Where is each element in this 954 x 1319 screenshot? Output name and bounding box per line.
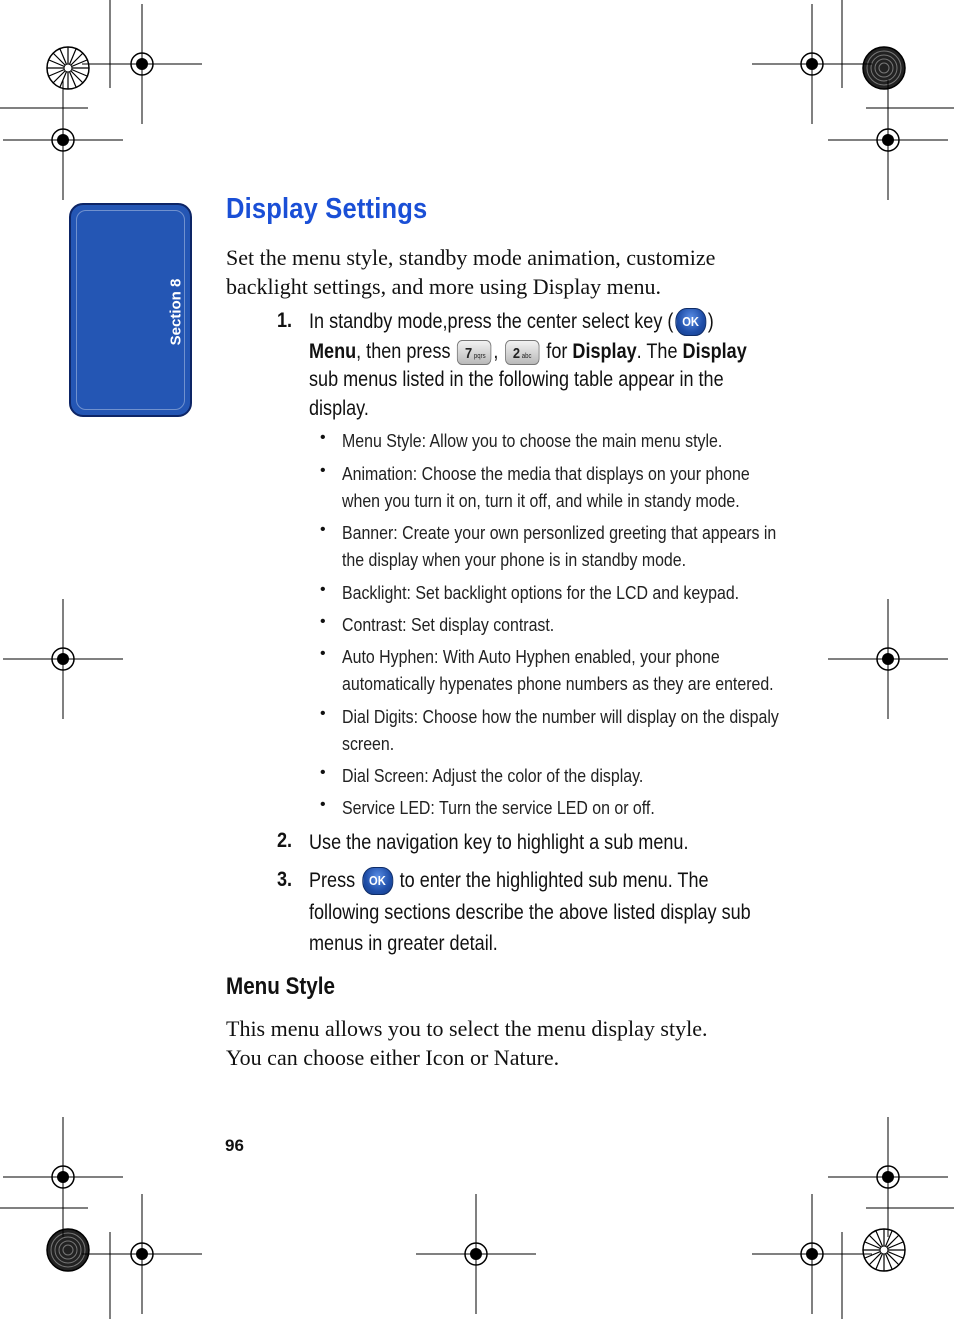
menu-style-line-1: This menu allows you to select the menu display style. [226, 1016, 708, 1041]
bullet-dot: • [320, 764, 326, 781]
key-7-icon [457, 340, 491, 365]
bullet-dot: • [320, 645, 326, 662]
menu-style-paragraph [226, 1014, 806, 1072]
step-1-comma: , [493, 340, 499, 363]
bullet-item-line: Auto Hyphen: With Auto Hyphen enabled, your phone [342, 646, 720, 667]
step-3-line-2: following sections describe the above listed display sub [309, 901, 751, 924]
bullet-item-line: Banner: Create your own personlized greeting that appears in [342, 522, 777, 543]
step-1-line-2 [309, 337, 747, 366]
step-1-text-b: ) [707, 310, 714, 333]
ok-key-icon: OK [362, 867, 393, 895]
key-7-letters: pqrs [473, 352, 486, 360]
step-1-line-1 [309, 307, 714, 336]
display-bold-2: Display [682, 340, 747, 363]
bullet-item-line: Animation: Choose the media that displays on your phone [342, 463, 750, 484]
intro-line-1: Set the menu style, standby mode animation, customize [226, 245, 716, 270]
step-3-line-3: menus in greater detail. [309, 932, 498, 955]
display-bold-1: Display [572, 340, 637, 363]
bullet-item-line: automatically hypenates phone numbers as they are entered. [342, 673, 774, 694]
key-2-letters: abc [521, 352, 532, 360]
bullet-dot: • [320, 581, 326, 598]
step-1-text-c: , then press [356, 340, 451, 363]
bullet-item-line: Menu Style: Allow you to choose the main menu style. [342, 430, 723, 451]
menu-style-line-2: You can choose either Icon or Nature. [226, 1045, 560, 1070]
bullet-dot: • [320, 796, 326, 813]
bullet-item-line: the display when your phone is in standby mode. [342, 549, 687, 570]
step-2-line-1: Use the navigation key to highlight a sub menu. [309, 831, 689, 854]
page-number: 96 [225, 1136, 244, 1155]
page-title: Display Settings [226, 193, 428, 225]
bullet-item-line: Dial Digits: Choose how the number will display on the dispaly [342, 706, 779, 727]
step-3-text-b: to enter the highlighted sub menu. The [399, 869, 709, 892]
bullet-dot: • [320, 705, 326, 722]
step-1-line-4: display. [309, 397, 369, 420]
bullet-dot: • [320, 429, 326, 446]
bullet-item-line: Contrast: Set display contrast. [342, 614, 555, 635]
bullet-item-line: screen. [342, 733, 395, 754]
menu-style-heading: Menu Style [226, 973, 335, 1000]
bullet-item-line: Service LED: Turn the service LED on or off. [342, 797, 655, 818]
step-1-text-a: In standby mode,press the center select key ( [309, 310, 674, 333]
step-1-line-3: sub menus listed in the following table appear in the [309, 368, 724, 391]
section-label: Section 8 [167, 278, 185, 346]
menu-bold: Menu [309, 340, 357, 363]
intro-line-2: backlight settings, and more using Display menu. [226, 274, 662, 299]
step-1-for: for [546, 340, 568, 363]
ok-key-icon: OK [675, 308, 706, 336]
step-1-number: 1. [277, 309, 293, 332]
step-2-number: 2. [277, 829, 293, 852]
bullet-item-line: Dial Screen: Adjust the color of the display. [342, 765, 644, 786]
bullet-item-line: Backlight: Set backlight options for the LCD and keypad. [342, 582, 740, 603]
step-3-line-1 [309, 866, 709, 895]
bullet-item-line: when you turn it on, turn it off, and while in standy mode. [342, 490, 740, 511]
step-3-press: Press [309, 869, 356, 892]
bullet-dot: • [320, 521, 326, 538]
key-7-digit: 7 [465, 344, 473, 362]
key-2-icon [505, 340, 539, 365]
intro-paragraph [226, 243, 806, 301]
bullet-dot: • [320, 613, 326, 630]
step-3-number: 3. [277, 868, 293, 891]
key-2-digit: 2 [512, 344, 521, 362]
step-1-the: . The [636, 340, 678, 363]
bullet-dot: • [320, 462, 326, 479]
